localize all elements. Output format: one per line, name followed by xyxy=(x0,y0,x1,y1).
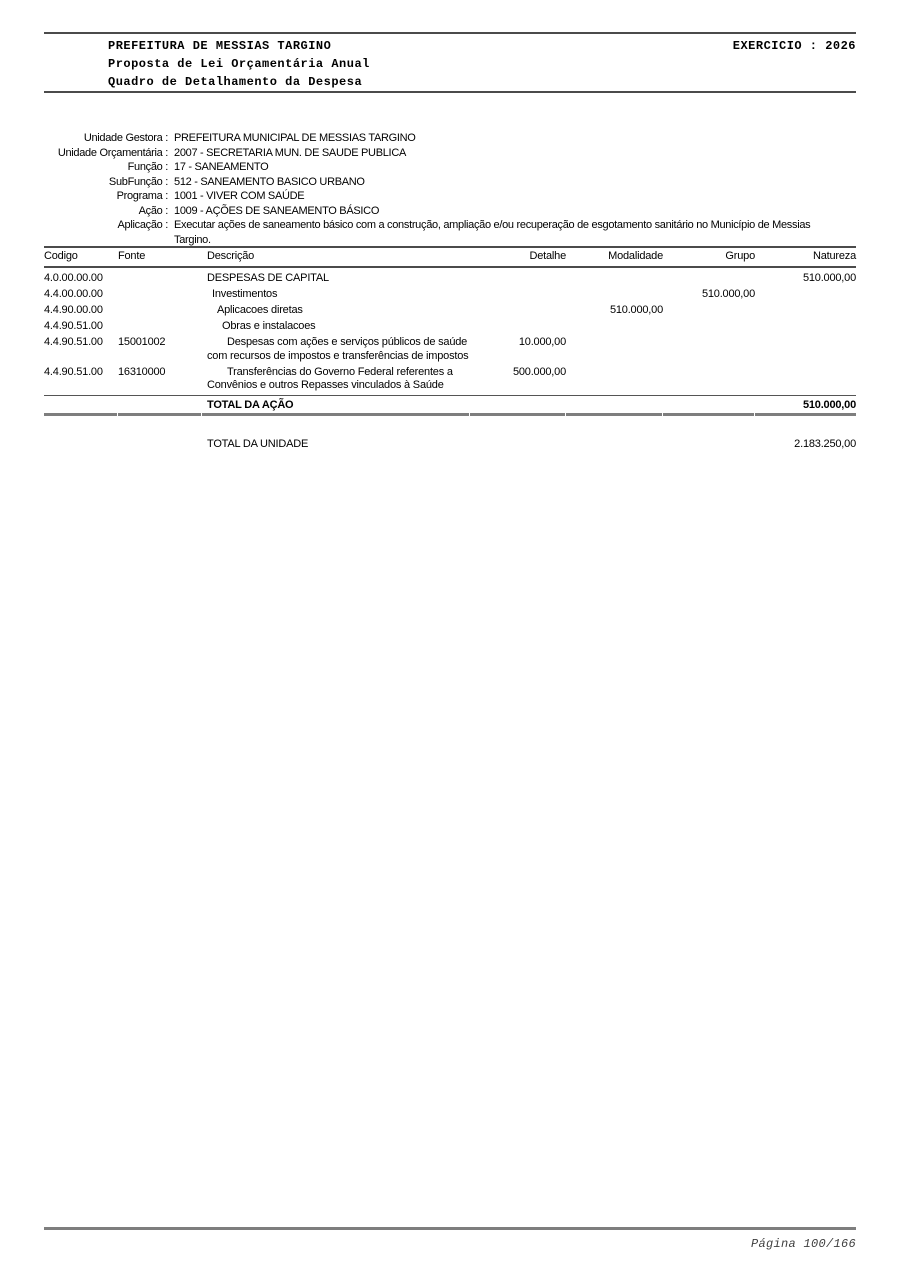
cell-descricao: Investimentos xyxy=(212,288,278,300)
header-bottom-rule xyxy=(44,91,856,93)
budget-meta-block xyxy=(44,131,826,247)
table-row xyxy=(44,366,856,393)
cell-modalidade xyxy=(566,272,663,286)
total-acao-value: 510.000,00 xyxy=(802,398,856,411)
top-rule xyxy=(44,32,856,34)
cell-fonte xyxy=(118,304,202,318)
meta-value: 1009 - AÇÕES DE SANEAMENTO BÁSICO xyxy=(174,204,380,217)
cell-codigo: 4.4.00.00.00 xyxy=(44,288,103,300)
cell-natureza xyxy=(755,320,856,334)
meta-value: 2007 - SECRETARIA MUN. DE SAUDE PUBLICA xyxy=(174,146,406,159)
meta-label: Aplicação : xyxy=(117,219,168,231)
cell-detalhe xyxy=(470,304,566,318)
cell-natureza xyxy=(755,366,856,393)
cell-codigo: 4.0.00.00.00 xyxy=(44,272,103,284)
cell-detalhe xyxy=(470,320,566,334)
column-header-grupo: Grupo xyxy=(725,250,755,262)
meta-label: Função : xyxy=(127,161,168,173)
cell-codigo: 4.4.90.51.00 xyxy=(44,365,103,378)
cell-grupo xyxy=(663,320,755,334)
cell-fonte: 16310000 xyxy=(118,365,166,378)
meta-label: Ação : xyxy=(138,204,168,217)
cell-modalidade xyxy=(566,366,663,393)
document-subtitle-2: Quadro de Detalhamento da Despesa xyxy=(108,75,363,89)
document-subtitle-1: Proposta de Lei Orçamentária Anual xyxy=(108,57,370,71)
meta-row-subfuncao xyxy=(44,175,826,190)
meta-value: PREFEITURA MUNICIPAL DE MESSIAS TARGINO xyxy=(174,132,416,144)
table-row xyxy=(44,320,856,334)
total-unidade-value: 2.183.250,00 xyxy=(794,438,856,450)
expense-table xyxy=(44,246,856,416)
document-title: PREFEITURA DE MESSIAS TARGINO xyxy=(108,39,332,53)
cell-detalhe xyxy=(470,272,566,286)
cell-modalidade xyxy=(566,336,663,363)
meta-label: Unidade Gestora : xyxy=(83,132,168,144)
exercise-label: EXERCICIO : 2026 xyxy=(732,39,856,53)
total-acao-label: TOTAL DA AÇÃO xyxy=(207,398,294,411)
column-header-descricao: Descrição xyxy=(207,250,255,262)
column-header-fonte: Fonte xyxy=(118,250,146,262)
cell-fonte xyxy=(118,288,202,302)
table-row xyxy=(44,336,856,363)
cell-grupo xyxy=(663,272,755,286)
column-header-modalidade: Modalidade xyxy=(608,250,663,262)
cell-natureza xyxy=(755,304,856,318)
meta-label: SubFunção : xyxy=(108,175,168,188)
meta-label: Unidade Orçamentária : xyxy=(57,146,168,159)
cell-fonte: 15001002 xyxy=(118,336,166,348)
cell-descricao: Aplicacoes diretas xyxy=(217,304,303,316)
table-row xyxy=(44,304,856,318)
cell-detalhe xyxy=(470,288,566,302)
cell-fonte xyxy=(118,320,202,334)
cell-natureza: 510.000,00 xyxy=(802,272,856,284)
total-unidade-row xyxy=(44,437,856,451)
column-header-detalhe: Detalhe xyxy=(529,250,566,262)
cell-modalidade: 510.000,00 xyxy=(609,304,663,316)
cell-codigo: 4.4.90.51.00 xyxy=(44,336,103,348)
cell-descricao: Despesas com ações e serviços públicos de saúde com recursos de impostos e transferências de impostos xyxy=(207,336,469,362)
cell-detalhe: 500.000,00 xyxy=(512,365,566,378)
table-row xyxy=(44,288,856,302)
meta-value: 17 - SANEAMENTO xyxy=(174,161,269,173)
cell-modalidade xyxy=(566,320,663,334)
cell-grupo xyxy=(663,304,755,318)
cell-natureza xyxy=(755,288,856,302)
table-header-row xyxy=(44,248,856,266)
cell-descricao: Transferências do Governo Federal referentes a Convênios e outros Repasses vinculados à Saúde xyxy=(207,365,453,391)
cell-fonte xyxy=(118,272,202,286)
cell-descricao: DESPESAS DE CAPITAL xyxy=(207,272,329,284)
total-acao-row xyxy=(44,396,856,413)
meta-row-funcao xyxy=(44,160,826,175)
meta-row-aplicacao xyxy=(44,218,826,247)
meta-value: 512 - SANEAMENTO BASICO URBANO xyxy=(174,175,365,188)
meta-value: 1001 - VIVER COM SAÚDE xyxy=(174,190,305,202)
footer-rule xyxy=(44,1227,856,1230)
cell-descricao: Obras e instalacoes xyxy=(222,320,316,332)
column-header-codigo: Codigo xyxy=(44,250,78,262)
page-number: Página 100/166 xyxy=(750,1237,856,1251)
meta-row-unidade-gestora xyxy=(44,131,826,146)
cell-grupo: 510.000,00 xyxy=(701,288,755,300)
meta-row-acao xyxy=(44,204,826,219)
table-body xyxy=(44,268,856,393)
cell-modalidade xyxy=(566,288,663,302)
document-header xyxy=(108,37,370,91)
cell-grupo xyxy=(663,336,755,363)
table-row xyxy=(44,272,856,286)
cell-natureza xyxy=(755,336,856,363)
column-header-natureza: Natureza xyxy=(812,250,856,262)
cell-detalhe: 10.000,00 xyxy=(518,336,566,348)
cell-grupo xyxy=(663,366,755,393)
cell-codigo: 4.4.90.51.00 xyxy=(44,320,103,332)
meta-row-programa xyxy=(44,189,826,204)
total-bottom-rule xyxy=(44,413,856,416)
meta-value: Executar ações de saneamento básico com a construção, ampliação e/ou recuperação de esgotamento sanitário no Município de Messias Targino. xyxy=(174,219,811,246)
cell-codigo: 4.4.90.00.00 xyxy=(44,304,103,316)
meta-label: Programa : xyxy=(116,190,168,202)
total-unidade-label: TOTAL DA UNIDADE xyxy=(207,438,309,450)
meta-row-unidade-orcamentaria xyxy=(44,146,826,161)
